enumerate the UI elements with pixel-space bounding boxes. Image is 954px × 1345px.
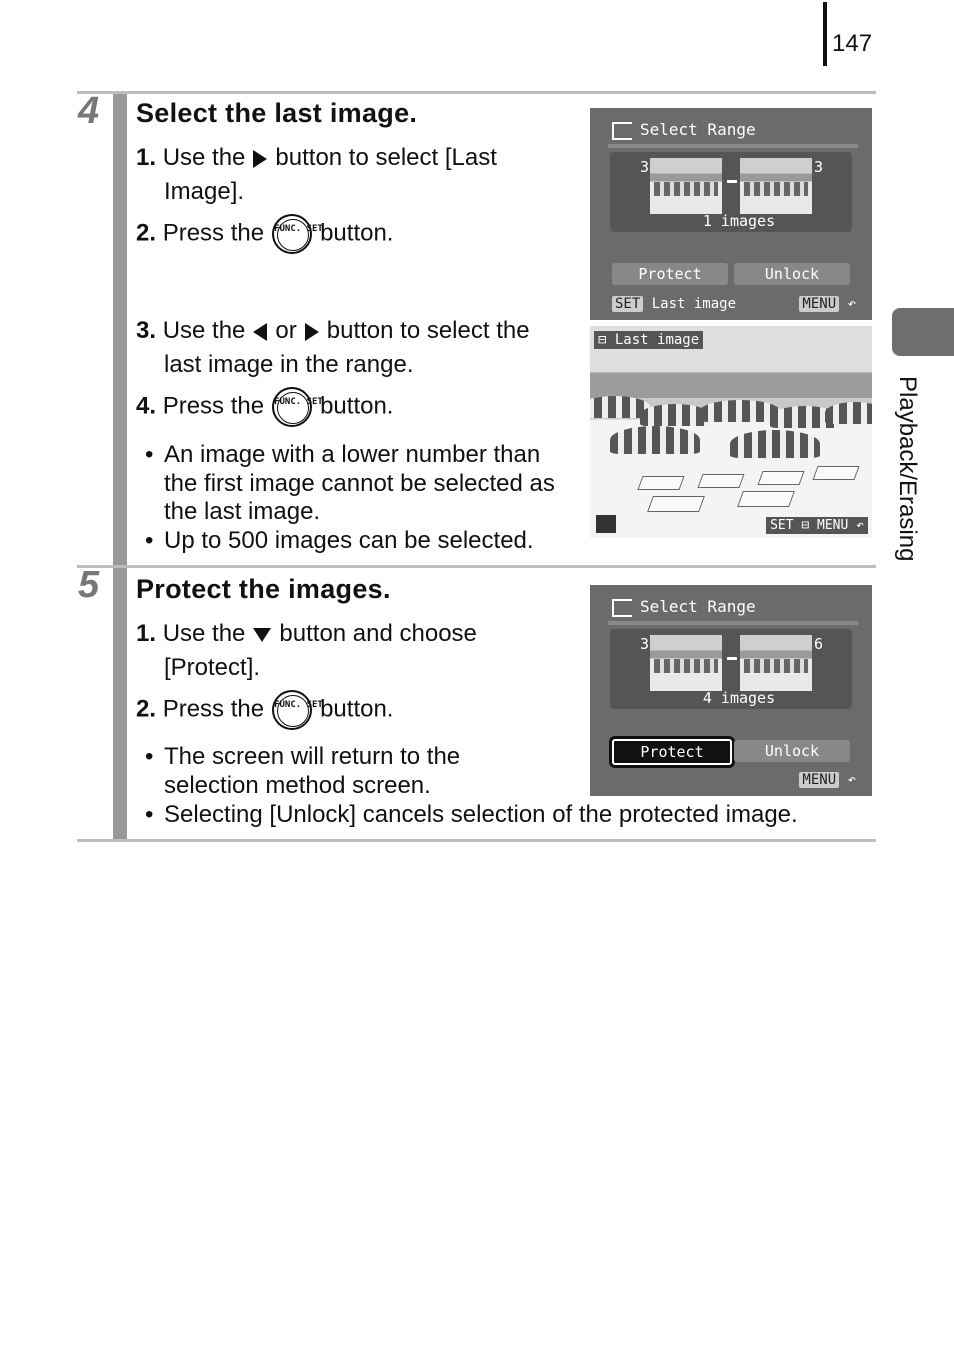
set-hint: SET Last image (612, 296, 736, 312)
bullet-icon: • (145, 743, 154, 770)
chair (737, 491, 795, 507)
step-title: Select the last image. (136, 98, 418, 128)
last-thumbnail (740, 635, 812, 691)
divider (608, 621, 858, 625)
range-dash (727, 657, 737, 660)
step-number: 5 (78, 564, 100, 606)
instruction-line: last image in the range. (164, 351, 414, 378)
camera-screen-last-image (590, 326, 872, 538)
last-image-number: 6 (814, 635, 824, 653)
step-bar (113, 94, 127, 566)
image-count: 1 images (702, 212, 776, 230)
range-icon (612, 599, 632, 617)
screen-label: ⊟ Last image (594, 331, 703, 349)
side-tab-label: Playback/Erasing (894, 376, 921, 562)
camera-screen-protect (590, 585, 872, 796)
chair (647, 496, 705, 512)
left-arrow-icon (253, 323, 267, 341)
instruction-line: 2. Press the FUNC. SET button. (136, 214, 393, 254)
thumbnail-range (610, 629, 852, 709)
step-bar (113, 568, 127, 840)
umbrella (730, 430, 820, 458)
range-dash (727, 180, 737, 183)
section-divider (77, 839, 876, 842)
bullet-icon: • (145, 801, 154, 828)
func-set-button-icon: FUNC. SET (272, 214, 312, 254)
chair (757, 471, 804, 485)
note-text: the last image. (164, 498, 321, 525)
func-set-button-icon: FUNC. SET (272, 690, 312, 730)
func-set-button-icon: FUNC. SET (272, 387, 312, 427)
down-arrow-icon (253, 628, 271, 642)
first-image-number: 3 (640, 635, 650, 653)
umbrella (700, 400, 780, 422)
protect-button: Protect (612, 263, 728, 285)
step-title: Protect the images. (136, 574, 391, 604)
last-image-number: 3 (814, 158, 824, 176)
instruction-line: 3. Use the or button to select the (136, 317, 530, 344)
protect-button-selected: Protect (612, 739, 732, 765)
menu-hint: MENU ↶ (799, 772, 856, 788)
camera-screen-select-range (590, 108, 872, 320)
chair (697, 474, 744, 488)
right-arrow-icon (253, 150, 267, 168)
note-text: the first image cannot be selected as (164, 470, 555, 497)
section-divider (77, 565, 876, 568)
instruction-line: 1. Use the button and choose (136, 620, 477, 647)
note-text: selection method screen. (164, 772, 431, 799)
right-arrow-icon (305, 323, 319, 341)
image-count: 4 images (702, 689, 776, 707)
range-icon: ⊟ (598, 332, 607, 348)
umbrella (610, 426, 700, 454)
note-text: Up to 500 images can be selected. (164, 527, 534, 554)
bullet-icon: • (145, 527, 154, 554)
bullet-icon: • (145, 441, 154, 468)
first-thumbnail (650, 158, 722, 214)
unlock-button: Unlock (734, 740, 850, 762)
section-divider (77, 91, 876, 94)
step-number: 4 (78, 90, 100, 132)
instruction-line: [Protect]. (164, 654, 261, 681)
instruction-line: 4. Press the FUNC. SET button. (136, 387, 393, 427)
instruction-line: 1. Use the button to select [Last (136, 144, 497, 171)
side-tab (877, 362, 937, 602)
side-tab-marker (892, 308, 954, 356)
page-number-bar (823, 2, 827, 66)
page-number: 147 (832, 30, 873, 57)
first-image-number: 3 (640, 158, 650, 176)
chair (812, 466, 859, 480)
divider (608, 144, 858, 148)
screen-header: Select Range (612, 597, 756, 617)
note-text: The screen will return to the (164, 743, 461, 770)
range-icon (612, 122, 632, 140)
instruction-line: Image]. (164, 178, 245, 205)
image-size-icon (596, 515, 616, 533)
last-thumbnail (740, 158, 812, 214)
chair (637, 476, 684, 490)
screen-header: Select Range (612, 120, 756, 140)
control-hint: SET ⊟ MENU ↶ (766, 517, 868, 534)
instruction-line: 2. Press the FUNC. SET button. (136, 690, 393, 730)
first-thumbnail (650, 635, 722, 691)
unlock-button: Unlock (734, 263, 850, 285)
umbrella (825, 402, 872, 424)
thumbnail-range (610, 152, 852, 232)
note-text: Selecting [Unlock] cancels selection of the protected image. (164, 801, 798, 828)
menu-hint: MENU ↶ (799, 296, 856, 312)
note-text: An image with a lower number than (164, 441, 541, 468)
